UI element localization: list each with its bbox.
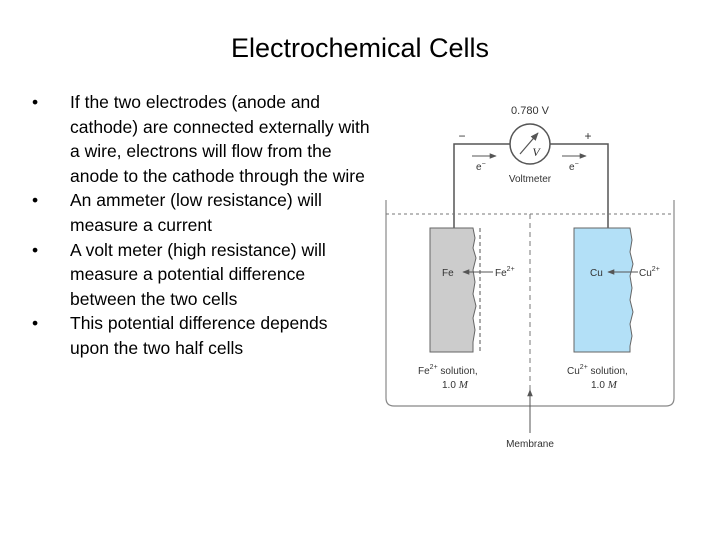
- cu-concentration: 1.0 M: [591, 379, 617, 391]
- fe-metal-label: Fe: [442, 268, 454, 279]
- fe-solution-label: $Fe^{2+}$ solution,: [418, 364, 478, 377]
- fe-ion-label: $Fe^{2+}$: [495, 266, 515, 279]
- bullet-list: [30, 90, 370, 361]
- voltage-reading: 0.780 V: [511, 105, 549, 117]
- bullet-item: [30, 188, 370, 237]
- bullet-dot: •: [32, 92, 39, 112]
- electrochemical-cell-diagram: [380, 98, 680, 458]
- electron-label-right: e−: [569, 161, 579, 173]
- cu-solution-label: $Cu^{2+}$ solution,: [567, 364, 628, 377]
- bullet-item: [30, 238, 370, 312]
- bullet-text: This potential difference depends upon the two half cells: [70, 313, 328, 358]
- voltmeter-label: Voltmeter: [508, 174, 552, 185]
- cu-electrode: [574, 228, 633, 352]
- minus-terminal: −: [458, 129, 466, 143]
- electron-label-left: e−: [476, 161, 486, 173]
- voltmeter-symbol: V: [532, 145, 540, 159]
- bullet-dot: •: [32, 239, 39, 260]
- cu-metal-label: Cu: [590, 268, 603, 279]
- plus-terminal: +: [584, 129, 592, 143]
- bullet-text: An ammeter (low resistance) will measure a current: [70, 190, 322, 235]
- cu-ion-label: $Cu^{2+}$: [639, 266, 660, 279]
- bullet-item: [30, 90, 370, 188]
- fe-concentration: 1.0 M: [442, 379, 468, 391]
- bullet-item: [30, 311, 370, 360]
- fe-electrode: [430, 228, 476, 352]
- bullet-text: A volt meter (high resistance) will measure a potential difference between the two cells: [70, 239, 326, 309]
- bullet-text: If the two electrodes (anode and cathode) are connected externally with a wire, electrons will flow from the anode to the cathode through the wire: [70, 92, 370, 186]
- slide-title: Electrochemical Cells: [230, 33, 490, 63]
- bullet-dot: •: [32, 190, 39, 211]
- membrane-label: Membrane: [506, 439, 554, 450]
- voltmeter-dial: [510, 124, 550, 164]
- bullet-dot: •: [32, 313, 39, 334]
